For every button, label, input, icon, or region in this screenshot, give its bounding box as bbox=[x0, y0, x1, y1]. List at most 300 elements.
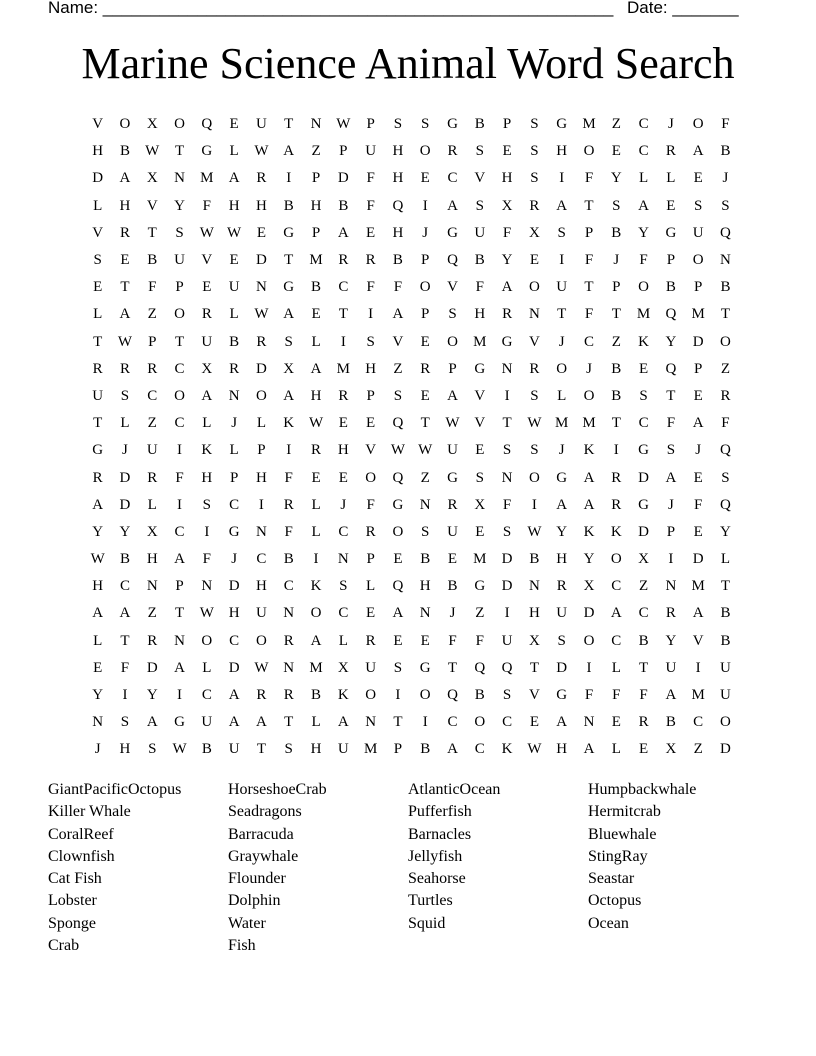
grid-letter[interactable]: Y bbox=[174, 197, 185, 214]
grid-letter[interactable]: E bbox=[338, 415, 348, 432]
grid-letter[interactable]: E bbox=[366, 224, 376, 241]
grid-letter[interactable]: C bbox=[447, 170, 458, 187]
grid-letter[interactable]: I bbox=[122, 687, 128, 704]
grid-letter[interactable]: E bbox=[93, 279, 103, 296]
grid-letter[interactable]: R bbox=[365, 523, 376, 540]
grid-letter[interactable]: D bbox=[228, 659, 240, 676]
grid-letter[interactable]: I bbox=[504, 387, 510, 404]
grid-letter[interactable]: L bbox=[147, 496, 157, 513]
grid-letter[interactable]: X bbox=[528, 632, 540, 649]
grid-letter[interactable]: I bbox=[395, 687, 401, 704]
grid-letter[interactable]: F bbox=[120, 659, 130, 676]
grid-letter[interactable]: E bbox=[475, 442, 485, 459]
grid-letter[interactable]: T bbox=[557, 306, 567, 323]
grid-letter[interactable]: U bbox=[174, 252, 185, 269]
grid-letter[interactable]: E bbox=[366, 415, 376, 432]
grid-letter[interactable]: F bbox=[502, 496, 512, 513]
grid-letter[interactable]: F bbox=[721, 415, 730, 432]
grid-letter[interactable]: P bbox=[612, 279, 621, 296]
grid-letter[interactable]: R bbox=[119, 360, 130, 377]
grid-letter[interactable]: Z bbox=[147, 415, 157, 432]
grid-letter[interactable]: H bbox=[556, 741, 568, 758]
grid-letter[interactable]: N bbox=[228, 387, 240, 404]
grid-letter[interactable]: A bbox=[447, 387, 458, 404]
grid-letter[interactable]: N bbox=[337, 551, 349, 568]
grid-letter[interactable]: E bbox=[693, 387, 703, 404]
grid-letter[interactable]: D bbox=[692, 333, 704, 350]
grid-letter[interactable]: M bbox=[582, 415, 596, 432]
grid-letter[interactable]: C bbox=[338, 605, 349, 622]
grid-letter[interactable]: I bbox=[695, 659, 701, 676]
grid-letter[interactable]: Q bbox=[720, 442, 731, 459]
grid-letter[interactable]: T bbox=[447, 659, 458, 676]
grid-letter[interactable]: K bbox=[638, 333, 649, 350]
grid-letter[interactable]: V bbox=[474, 387, 486, 404]
grid-letter[interactable]: G bbox=[474, 360, 486, 377]
grid-letter[interactable]: P bbox=[257, 442, 266, 459]
grid-letter[interactable]: L bbox=[311, 496, 321, 513]
grid-letter[interactable]: Q bbox=[501, 659, 513, 676]
grid-letter[interactable]: N bbox=[146, 578, 158, 595]
grid-letter[interactable]: L bbox=[557, 387, 567, 404]
grid-letter[interactable]: Z bbox=[393, 360, 403, 377]
grid-letter[interactable]: W bbox=[227, 224, 242, 241]
grid-letter[interactable]: A bbox=[228, 714, 240, 731]
grid-letter[interactable]: B bbox=[529, 551, 540, 568]
grid-letter[interactable]: R bbox=[638, 714, 649, 731]
grid-letter[interactable]: K bbox=[583, 442, 595, 459]
grid-letter[interactable]: I bbox=[531, 496, 537, 513]
grid-letter[interactable]: F bbox=[721, 116, 730, 133]
grid-letter[interactable]: I bbox=[313, 551, 319, 568]
grid-letter[interactable]: O bbox=[256, 632, 267, 649]
grid-letter[interactable]: P bbox=[229, 469, 239, 486]
grid-letter[interactable]: W bbox=[117, 333, 133, 350]
grid-letter[interactable]: O bbox=[174, 116, 185, 133]
grid-letter[interactable]: F bbox=[584, 170, 594, 187]
grid-letter[interactable]: P bbox=[502, 116, 512, 133]
grid-letter[interactable]: O bbox=[174, 306, 185, 323]
grid-letter[interactable]: K bbox=[610, 523, 622, 540]
grid-letter[interactable]: A bbox=[174, 551, 185, 568]
grid-letter[interactable]: T bbox=[338, 306, 348, 323]
grid-letter[interactable]: G bbox=[92, 442, 104, 459]
grid-letter[interactable]: F bbox=[584, 306, 594, 323]
grid-letter[interactable]: N bbox=[501, 469, 513, 486]
grid-letter[interactable]: S bbox=[120, 387, 130, 404]
grid-letter[interactable]: P bbox=[311, 224, 321, 241]
grid-letter[interactable]: W bbox=[336, 116, 351, 133]
grid-letter[interactable]: E bbox=[693, 523, 703, 540]
grid-letter[interactable]: U bbox=[256, 116, 267, 133]
grid-letter[interactable]: U bbox=[720, 659, 731, 676]
grid-letter[interactable]: R bbox=[283, 687, 294, 704]
grid-letter[interactable]: H bbox=[310, 387, 322, 404]
grid-letter[interactable]: T bbox=[720, 306, 731, 323]
grid-letter[interactable]: Q bbox=[447, 252, 458, 269]
grid-letter[interactable]: Z bbox=[693, 741, 703, 758]
grid-letter[interactable]: O bbox=[119, 116, 131, 133]
grid-letter[interactable]: L bbox=[202, 415, 212, 432]
grid-letter[interactable]: A bbox=[501, 279, 513, 296]
grid-letter[interactable]: F bbox=[584, 687, 594, 704]
grid-letter[interactable]: S bbox=[475, 143, 484, 160]
grid-letter[interactable]: V bbox=[365, 442, 377, 459]
grid-letter[interactable]: S bbox=[120, 714, 130, 731]
grid-letter[interactable]: C bbox=[638, 415, 649, 432]
grid-letter[interactable]: O bbox=[310, 605, 322, 622]
grid-letter[interactable]: M bbox=[200, 170, 214, 187]
grid-letter[interactable]: O bbox=[419, 687, 431, 704]
grid-letter[interactable]: B bbox=[283, 551, 294, 568]
grid-letter[interactable]: T bbox=[174, 143, 185, 160]
grid-letter[interactable]: B bbox=[665, 279, 676, 296]
grid-letter[interactable]: A bbox=[447, 197, 458, 214]
grid-letter[interactable]: F bbox=[284, 523, 293, 540]
grid-letter[interactable]: T bbox=[93, 415, 103, 432]
grid-letter[interactable]: T bbox=[174, 605, 185, 622]
grid-letter[interactable]: L bbox=[120, 415, 130, 432]
grid-letter[interactable]: A bbox=[92, 496, 104, 513]
grid-letter[interactable]: A bbox=[283, 306, 295, 323]
grid-letter[interactable]: F bbox=[366, 170, 375, 187]
grid-letter[interactable]: A bbox=[337, 714, 349, 731]
grid-letter[interactable]: L bbox=[229, 143, 239, 160]
grid-letter[interactable]: R bbox=[502, 306, 513, 323]
grid-letter[interactable]: V bbox=[528, 687, 540, 704]
grid-letter[interactable]: D bbox=[720, 741, 731, 758]
grid-letter[interactable]: J bbox=[558, 333, 565, 350]
grid-letter[interactable]: D bbox=[119, 469, 131, 486]
grid-letter[interactable]: R bbox=[720, 387, 731, 404]
grid-letter[interactable]: F bbox=[148, 279, 157, 296]
grid-letter[interactable]: C bbox=[338, 523, 349, 540]
grid-letter[interactable]: N bbox=[174, 170, 185, 187]
grid-letter[interactable]: B bbox=[420, 741, 431, 758]
grid-letter[interactable]: S bbox=[666, 442, 676, 459]
grid-letter[interactable]: X bbox=[201, 360, 213, 377]
grid-letter[interactable]: A bbox=[392, 306, 404, 323]
grid-letter[interactable]: J bbox=[122, 442, 128, 459]
grid-letter[interactable]: P bbox=[366, 551, 375, 568]
grid-letter[interactable]: O bbox=[528, 469, 540, 486]
grid-letter[interactable]: P bbox=[366, 387, 375, 404]
grid-letter[interactable]: R bbox=[283, 632, 294, 649]
grid-letter[interactable]: C bbox=[174, 360, 185, 377]
grid-letter[interactable]: L bbox=[639, 170, 649, 187]
grid-letter[interactable]: K bbox=[583, 523, 595, 540]
grid-letter[interactable]: R bbox=[338, 252, 349, 269]
grid-letter[interactable]: S bbox=[530, 442, 539, 459]
grid-letter[interactable]: G bbox=[447, 116, 458, 133]
grid-letter[interactable]: D bbox=[119, 496, 131, 513]
grid-letter[interactable]: A bbox=[692, 605, 704, 622]
grid-letter[interactable]: W bbox=[390, 442, 405, 459]
grid-letter[interactable]: S bbox=[612, 197, 621, 214]
grid-letter[interactable]: B bbox=[392, 252, 403, 269]
grid-letter[interactable]: C bbox=[201, 687, 212, 704]
grid-letter[interactable]: B bbox=[474, 687, 485, 704]
grid-letter[interactable]: Y bbox=[638, 224, 649, 241]
grid-letter[interactable]: A bbox=[583, 469, 595, 486]
grid-letter[interactable]: C bbox=[693, 714, 704, 731]
grid-letter[interactable]: B bbox=[474, 116, 485, 133]
grid-letter[interactable]: W bbox=[199, 224, 214, 241]
grid-letter[interactable]: C bbox=[502, 714, 513, 731]
grid-letter[interactable]: P bbox=[448, 360, 457, 377]
grid-letter[interactable]: I bbox=[286, 442, 292, 459]
grid-letter[interactable]: R bbox=[311, 442, 322, 459]
grid-letter[interactable]: Y bbox=[92, 687, 104, 704]
grid-letter[interactable]: X bbox=[146, 170, 158, 187]
grid-letter[interactable]: E bbox=[611, 143, 621, 160]
grid-letter[interactable]: L bbox=[366, 578, 376, 595]
grid-letter[interactable]: I bbox=[586, 659, 592, 676]
grid-letter[interactable]: U bbox=[556, 279, 568, 296]
grid-letter[interactable]: S bbox=[530, 143, 539, 160]
grid-letter[interactable]: J bbox=[231, 551, 238, 568]
grid-letter[interactable]: Q bbox=[392, 578, 404, 595]
grid-letter[interactable]: V bbox=[692, 632, 704, 649]
grid-letter[interactable]: L bbox=[611, 659, 621, 676]
grid-letter[interactable]: X bbox=[583, 578, 595, 595]
grid-letter[interactable]: T bbox=[93, 333, 103, 350]
grid-letter[interactable]: F bbox=[475, 279, 484, 296]
grid-letter[interactable]: N bbox=[256, 279, 267, 296]
grid-letter[interactable]: B bbox=[311, 279, 322, 296]
grid-letter[interactable]: R bbox=[611, 469, 622, 486]
grid-letter[interactable]: C bbox=[638, 605, 649, 622]
grid-letter[interactable]: N bbox=[528, 306, 540, 323]
grid-letter[interactable]: M bbox=[636, 306, 651, 323]
grid-letter[interactable]: V bbox=[474, 170, 486, 187]
grid-letter[interactable]: Y bbox=[119, 523, 131, 540]
grid-letter[interactable]: B bbox=[611, 387, 622, 404]
grid-letter[interactable]: E bbox=[202, 279, 212, 296]
grid-letter[interactable]: G bbox=[283, 279, 295, 296]
grid-letter[interactable]: O bbox=[447, 333, 458, 350]
grid-letter[interactable]: B bbox=[720, 605, 731, 622]
grid-letter[interactable]: L bbox=[93, 632, 103, 649]
grid-letter[interactable]: Y bbox=[665, 632, 677, 649]
grid-letter[interactable]: N bbox=[528, 578, 540, 595]
grid-letter[interactable]: G bbox=[447, 469, 458, 486]
grid-letter[interactable]: E bbox=[420, 387, 430, 404]
grid-letter[interactable]: O bbox=[392, 523, 404, 540]
grid-letter[interactable]: H bbox=[256, 197, 267, 214]
grid-letter[interactable]: L bbox=[611, 741, 621, 758]
grid-letter[interactable]: R bbox=[529, 360, 540, 377]
grid-letter[interactable]: G bbox=[638, 496, 649, 513]
grid-letter[interactable]: N bbox=[720, 252, 731, 269]
grid-letter[interactable]: M bbox=[336, 360, 350, 377]
grid-letter[interactable]: S bbox=[284, 333, 293, 350]
grid-letter[interactable]: I bbox=[177, 496, 183, 513]
grid-letter[interactable]: B bbox=[119, 143, 130, 160]
grid-letter[interactable]: S bbox=[421, 523, 430, 540]
grid-letter[interactable]: R bbox=[365, 632, 376, 649]
grid-letter[interactable]: G bbox=[474, 578, 486, 595]
grid-letter[interactable]: P bbox=[584, 224, 594, 241]
grid-letter[interactable]: V bbox=[528, 333, 540, 350]
grid-letter[interactable]: S bbox=[502, 523, 512, 540]
grid-letter[interactable]: R bbox=[119, 224, 130, 241]
grid-letter[interactable]: G bbox=[556, 469, 568, 486]
grid-letter[interactable]: U bbox=[474, 224, 486, 241]
grid-letter[interactable]: I bbox=[368, 306, 374, 323]
grid-letter[interactable]: Q bbox=[720, 496, 731, 513]
grid-letter[interactable]: U bbox=[720, 687, 731, 704]
grid-letter[interactable]: V bbox=[392, 333, 404, 350]
grid-letter[interactable]: Q bbox=[720, 224, 731, 241]
grid-letter[interactable]: H bbox=[474, 306, 486, 323]
grid-letter[interactable]: A bbox=[665, 687, 677, 704]
grid-letter[interactable]: J bbox=[667, 116, 674, 133]
grid-letter[interactable]: W bbox=[308, 415, 324, 432]
grid-letter[interactable]: G bbox=[283, 224, 295, 241]
grid-letter[interactable]: H bbox=[556, 143, 568, 160]
grid-letter[interactable]: W bbox=[254, 306, 269, 323]
grid-letter[interactable]: I bbox=[177, 442, 183, 459]
grid-letter[interactable]: F bbox=[584, 252, 594, 269]
grid-letter[interactable]: T bbox=[584, 197, 594, 214]
grid-letter[interactable]: S bbox=[557, 632, 566, 649]
grid-letter[interactable]: H bbox=[528, 605, 540, 622]
grid-letter[interactable]: X bbox=[474, 496, 486, 513]
grid-letter[interactable]: A bbox=[447, 741, 458, 758]
grid-letter[interactable]: A bbox=[692, 415, 704, 432]
grid-letter[interactable]: D bbox=[256, 360, 267, 377]
grid-letter[interactable]: O bbox=[556, 360, 568, 377]
grid-letter[interactable]: M bbox=[473, 333, 487, 350]
grid-letter[interactable]: T bbox=[720, 578, 731, 595]
grid-letter[interactable]: F bbox=[175, 469, 184, 486]
grid-letter[interactable]: A bbox=[201, 387, 213, 404]
grid-letter[interactable]: R bbox=[256, 687, 267, 704]
grid-letter[interactable]: Q bbox=[392, 415, 404, 432]
grid-letter[interactable]: T bbox=[502, 415, 512, 432]
grid-letter[interactable]: L bbox=[311, 333, 321, 350]
grid-letter[interactable]: C bbox=[583, 333, 594, 350]
grid-letter[interactable]: J bbox=[558, 442, 565, 459]
grid-letter[interactable]: I bbox=[559, 252, 565, 269]
grid-letter[interactable]: S bbox=[393, 659, 403, 676]
grid-letter[interactable]: Z bbox=[311, 143, 321, 160]
grid-letter[interactable]: M bbox=[555, 415, 569, 432]
grid-letter[interactable]: A bbox=[283, 387, 295, 404]
grid-letter[interactable]: X bbox=[146, 116, 158, 133]
grid-letter[interactable]: O bbox=[419, 279, 431, 296]
grid-letter[interactable]: E bbox=[639, 741, 649, 758]
grid-letter[interactable]: O bbox=[201, 632, 213, 649]
grid-letter[interactable]: C bbox=[638, 116, 649, 133]
grid-letter[interactable]: C bbox=[174, 415, 185, 432]
grid-letter[interactable]: B bbox=[201, 741, 212, 758]
grid-letter[interactable]: N bbox=[283, 659, 295, 676]
grid-letter[interactable]: X bbox=[665, 741, 677, 758]
grid-letter[interactable]: F bbox=[639, 252, 648, 269]
grid-letter[interactable]: D bbox=[583, 605, 595, 622]
grid-letter[interactable]: H bbox=[310, 741, 322, 758]
grid-letter[interactable]: U bbox=[556, 605, 568, 622]
grid-letter[interactable]: E bbox=[420, 632, 430, 649]
grid-letter[interactable]: E bbox=[311, 306, 321, 323]
grid-letter[interactable]: Q bbox=[201, 116, 213, 133]
grid-letter[interactable]: O bbox=[692, 252, 704, 269]
grid-letter[interactable]: P bbox=[393, 741, 403, 758]
grid-letter[interactable]: C bbox=[119, 578, 130, 595]
grid-letter[interactable]: F bbox=[366, 279, 375, 296]
grid-letter[interactable]: U bbox=[447, 523, 458, 540]
grid-letter[interactable]: D bbox=[556, 659, 568, 676]
grid-letter[interactable]: P bbox=[148, 333, 157, 350]
grid-letter[interactable]: J bbox=[449, 605, 456, 622]
grid-letter[interactable]: W bbox=[145, 143, 160, 160]
grid-letter[interactable]: R bbox=[447, 496, 458, 513]
grid-letter[interactable]: A bbox=[638, 197, 649, 214]
grid-letter[interactable]: I bbox=[504, 605, 510, 622]
grid-letter[interactable]: D bbox=[501, 578, 513, 595]
grid-letter[interactable]: A bbox=[310, 632, 322, 649]
grid-letter[interactable]: U bbox=[146, 442, 158, 459]
grid-letter[interactable]: C bbox=[229, 632, 240, 649]
grid-letter[interactable]: O bbox=[365, 469, 377, 486]
grid-letter[interactable]: H bbox=[392, 170, 404, 187]
grid-letter[interactable]: O bbox=[419, 143, 431, 160]
letter-grid[interactable] bbox=[84, 111, 739, 764]
grid-letter[interactable]: N bbox=[256, 523, 267, 540]
grid-letter[interactable]: E bbox=[529, 252, 539, 269]
grid-letter[interactable]: A bbox=[665, 469, 677, 486]
grid-letter[interactable]: C bbox=[338, 279, 349, 296]
grid-letter[interactable]: Y bbox=[720, 523, 731, 540]
grid-letter[interactable]: B bbox=[229, 333, 240, 350]
grid-letter[interactable]: R bbox=[420, 360, 431, 377]
grid-letter[interactable]: P bbox=[339, 143, 348, 160]
grid-letter[interactable]: W bbox=[254, 143, 269, 160]
grid-letter[interactable]: H bbox=[146, 551, 158, 568]
grid-letter[interactable]: J bbox=[667, 496, 674, 513]
name-field[interactable]: Name: ______________________________________________________ bbox=[48, 0, 614, 17]
grid-letter[interactable]: C bbox=[256, 551, 267, 568]
grid-letter[interactable]: X bbox=[337, 659, 349, 676]
grid-letter[interactable]: V bbox=[92, 224, 104, 241]
grid-letter[interactable]: T bbox=[174, 333, 185, 350]
grid-letter[interactable]: U bbox=[692, 224, 704, 241]
grid-letter[interactable]: E bbox=[420, 333, 430, 350]
grid-letter[interactable]: S bbox=[694, 197, 703, 214]
grid-letter[interactable]: L bbox=[720, 551, 731, 568]
grid-letter[interactable]: T bbox=[256, 741, 267, 758]
grid-letter[interactable]: P bbox=[421, 306, 430, 323]
grid-letter[interactable]: V bbox=[474, 415, 486, 432]
grid-letter[interactable]: T bbox=[584, 279, 594, 296]
grid-letter[interactable]: A bbox=[228, 687, 240, 704]
grid-letter[interactable]: Z bbox=[147, 605, 157, 622]
grid-letter[interactable]: L bbox=[311, 523, 321, 540]
grid-letter[interactable]: S bbox=[366, 333, 375, 350]
grid-letter[interactable]: L bbox=[229, 306, 239, 323]
grid-letter[interactable]: C bbox=[611, 578, 622, 595]
grid-letter[interactable]: I bbox=[340, 333, 346, 350]
grid-letter[interactable]: A bbox=[392, 605, 404, 622]
grid-letter[interactable]: R bbox=[529, 197, 540, 214]
grid-letter[interactable]: S bbox=[175, 224, 184, 241]
grid-letter[interactable]: E bbox=[447, 551, 458, 568]
grid-letter[interactable]: N bbox=[501, 360, 513, 377]
grid-letter[interactable]: Q bbox=[447, 687, 458, 704]
grid-letter[interactable]: S bbox=[93, 252, 102, 269]
